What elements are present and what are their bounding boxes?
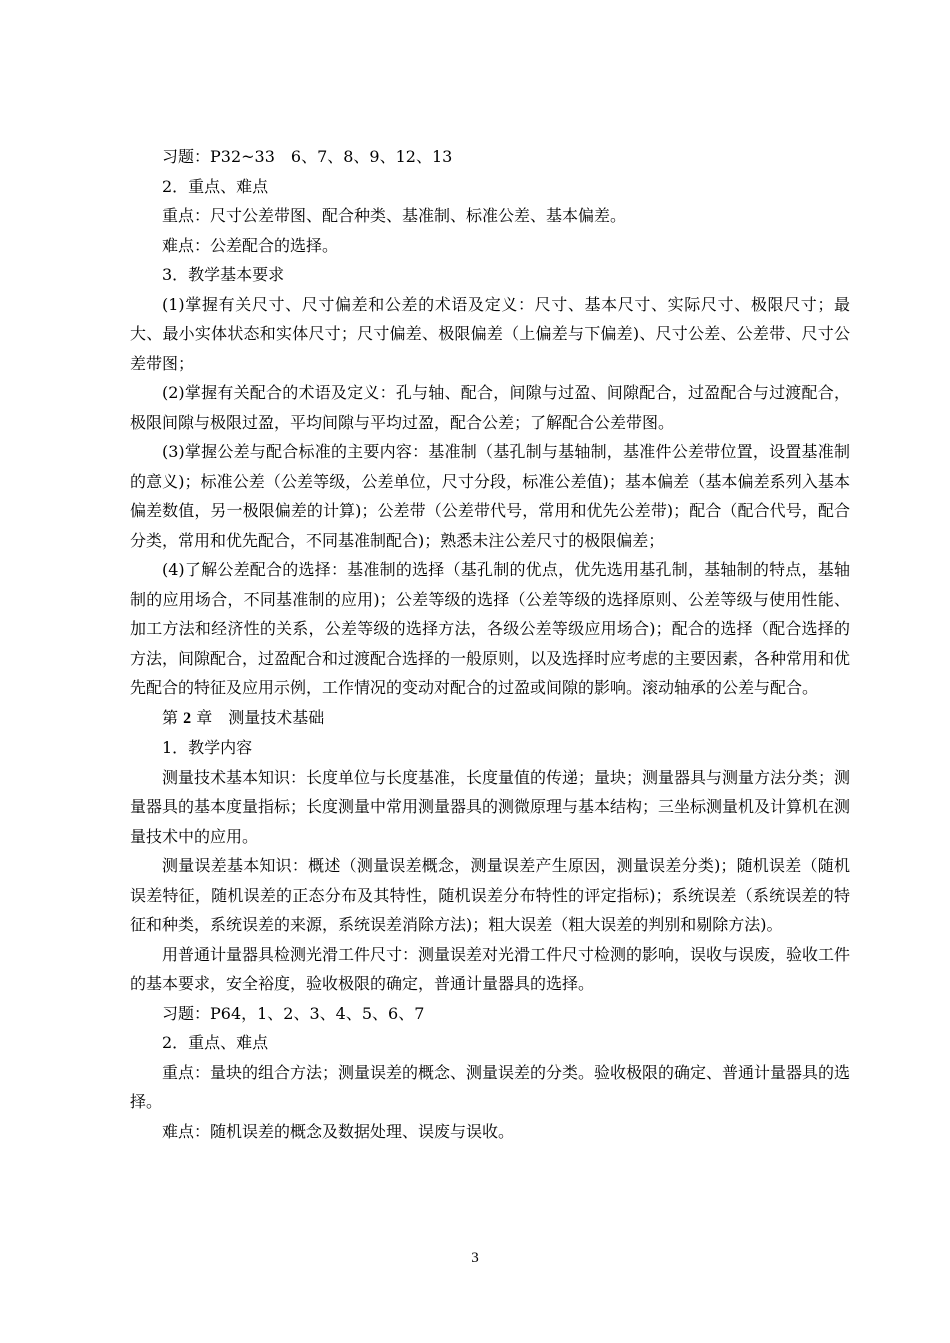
chapter-number: 2 [183,709,192,727]
section-heading-content: 1．教学内容 [162,738,253,757]
content-paragraph-errors: 测量误差基本知识：概述（测量误差概念，测量误差产生原因，测量误差分类)；随机误差（随机误差特征，随机误差的正态分布及其特性，随机误差分布特性的评定指标)；系统误差（系统误差的特征和种类，系统误差的来源，系统误差消除方法)；粗大误差（粗大误差的判别和剔除方法)。 [130,856,850,934]
key-points-paragraph: 重点：尺寸公差带图、配合种类、基准制、标准公差、基本偏差。 [162,206,627,225]
section-heading-key-points-2: 2．重点、难点 [162,1033,269,1052]
section-heading-requirements: 3．教学基本要求 [162,265,285,284]
requirement-item-3: (3)掌握公差与配合标准的主要内容：基准制（基孔制与基轴制，基准件公差带位置，设置基准制的意义)；标准公差（公差等级，公差单位，尺寸分段，标准公差值)；基本偏差（基本偏差系列入基本偏差数值，另一极限偏差的计算)；公差带（公差带代号，常用和优先公差带)；配合（配合代号，配合分类，常用和优先配合，不同基准制配合)；熟悉未注公差尺寸的极限偏差； [130,442,850,550]
page-body [130,142,850,1146]
requirement-item-2: (2)掌握有关配合的术语及定义：孔与轴、配合，间隙与过盈、间隙配合，过盈配合与过渡配合，极限间隙与极限过盈，平均间隙与平均过盈，配合公差；了解配合公差带图。 [130,383,850,432]
chapter-title: 章 测量技术基础 [196,707,325,727]
difficulties-paragraph: 难点：公差配合的选择。 [162,235,339,255]
requirement-item-4: (4)了解公差配合的选择：基准制的选择（基孔制的优点，优先选用基孔制，基轴制的特点，基轴制的应用场合，不同基准制的应用)；公差等级的选择（公差等级的选择原则、公差等级与使用性能、加工方法和经济性的关系，公差等级的选择方法，各级公差等级应用场合)；配合的选择（配合选择的方法，间隙配合，过盈配合和过渡配合选择的一般原则，以及选择时应考虑的主要因素，各种常用和优先配合的特征及应用示例，工作情况的变动对配合的过盈或间隙的影响。滚动轴承的公差与配合。 [130,560,851,697]
content-paragraph-basics: 测量技术基本知识：长度单位与长度基准，长度量值的传递；量块；测量器具与测量方法分类；测量器具的基本度量指标；长度测量中常用测量器具的测微原理与基本结构；三坐标测量机及计算机在测量技术中的应用。 [130,767,851,846]
requirement-item-1: (1)掌握有关尺寸、尺寸偏差和公差的术语及定义：尺寸、基本尺寸、实际尺寸、极限尺寸；最大、最小实体状态和实体尺寸；尺寸偏差、极限偏差（上偏差与下偏差)、尺寸公差、公差带、尺寸公差带图； [130,294,850,373]
chapter-heading [130,703,850,734]
exercise-line: 习题：P32~33 6、7、8、9、12、13 [162,147,453,166]
content-paragraph-inspection: 用普通计量器具检测光滑工件尺寸：测量误差对光滑工件尺寸检测的影响，误收与误废，验收工件的基本要求，安全裕度，验收极限的确定，普通计量器具的选择。 [130,944,851,993]
key-points-paragraph-2: 重点：量块的组合方法；测量误差的概念、测量误差的分类。验收极限的确定、普通计量器具的选择。 [130,1062,851,1111]
chapter-prefix: 第 [162,707,179,727]
difficulties-paragraph-2: 难点：随机误差的概念及数据处理、误废与误收。 [162,1121,515,1141]
page-number: 3 [471,1250,479,1266]
section-heading-key-points: 2．重点、难点 [162,176,269,196]
exercise-line-2: 习题：P64，1、2、3、4、5、6、7 [162,1003,425,1023]
